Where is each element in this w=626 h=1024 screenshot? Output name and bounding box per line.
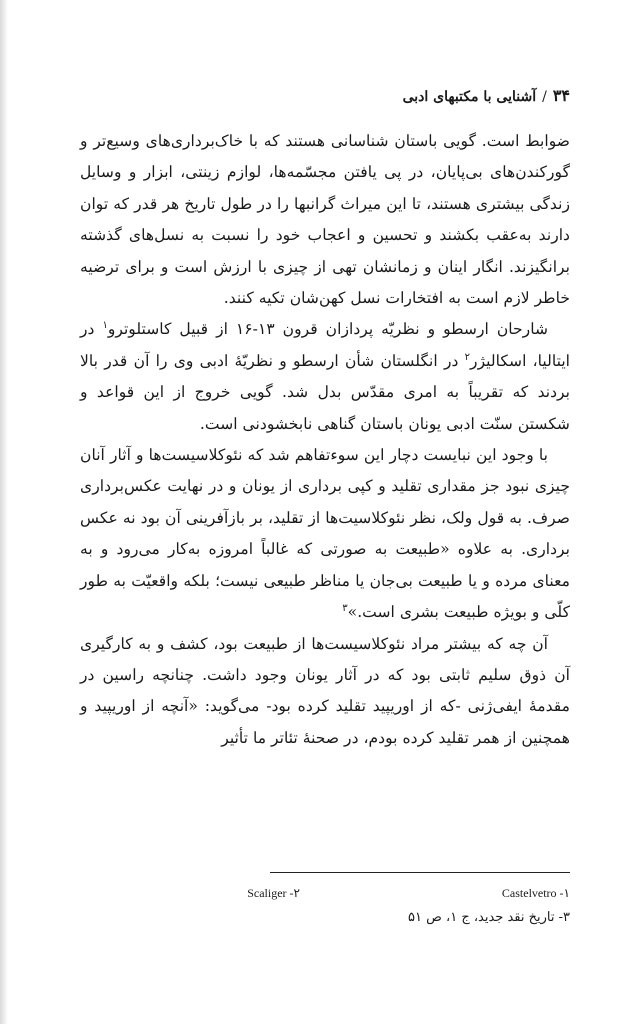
paragraph-1: ضوابط است. گویی باستان شناسانی هستند که با خاک‌برداری‌های وسیع‌تر و گورکندن‌های بی‌پایان، در پی یافتن مجسّمه‌ها، لوازم زینتی، ابزار و وسایل زندگی بیشتری هستند، تا این میراث گرانبها را در طول تاریخ هر قدر که توان دارند به‌عقب بکشند و تحسین و اعجاب خود را نسبت به نسل‌های گذشته برانگیزند. انگار اینان و زمانشان تهی از چیزی با ارزش است و برای ترضیه خاطر لازم است به افتخارات نسل کهن‌شان تکیه کنند. [80, 132, 571, 308]
paragraph-3 [80, 440, 570, 628]
paragraph-2-part-c: در انگلستان شأن ارسطو و نظریّهٔ ادبی وی را آن قدر بالا بردند که تقریباً به امری مقدّس بدل شد. گویی خروج از این قواعد و شکستن سنّت ادبی یونان باستان گناهی نابخشودنی است. [80, 351, 570, 433]
running-header [403, 86, 570, 105]
paragraph-3-part-a: با وجود این نبایست دچار این سوءتفاهم شد که نئوکلاسیست‌ها و آثار آنان چیزی نبود جز مقداری تقلید و کپی برداری از یونان و در نهایت عکس‌برداری صرف. به قول ولک، نظر نئوکلاسیت‌ها از تقلید، بر بازآفرینی آن بود نه عکس برداری. به علاوه «طبیعت به صورتی که غالباً امروزه به‌کار می‌رود و به معنای مرده و یا طبیعت بی‌جان یا مناظر طبیعی نیست؛ بلکه واقعیّت به طور کلّی و بویژه طبیعت بشری است.» [80, 446, 570, 622]
running-title: آشنایی با مکتبهای ادبی [402, 89, 537, 105]
paragraph-2-part-b: در ایتالیا، اسکالیژر [80, 320, 570, 370]
paragraph-2-part-a: شارحان ارسطو و نظریّه پردازان قرون ۱۳-۱۶ از قبیل کاستلوترو [107, 320, 549, 339]
footnote-ref-2: ۲ [464, 351, 471, 363]
footnote-2: Scaliger -۲ [247, 886, 300, 900]
page-edge-shadow [0, 0, 8, 1024]
body-text [80, 126, 570, 754]
paragraph-2 [80, 314, 570, 440]
paragraph-4: آن چه که بیشتر مراد نئوکلاسیست‌ها از طبیعت بود، کشف و به کارگیری آن ذوق سلیم ثابتی بود که در آثار یونان وجود داشت. چنانچه راسین در مقدمهٔ ایفی‌ژنی -که از اوریپید تقلید کرده بود- می‌گوید: «آنچه از اوریپید و همچنین از همر تقلید کرده بودم، در صحنهٔ تئاتر ما تأثیر [80, 634, 570, 747]
page-number: ۳۴ [552, 86, 570, 105]
footnote-ref-3: ۳ [342, 602, 348, 614]
footnote-ref-1: ۱ [102, 320, 108, 332]
footnotes-row [80, 886, 570, 906]
footnote-3: ۳- تاریخ نقد جدید، ج ۱، ص ۵۱ [408, 910, 570, 925]
header-separator: / [542, 89, 547, 105]
footnote-1: Castelvetro -۱ [501, 886, 570, 900]
footnote-divider [270, 872, 570, 873]
